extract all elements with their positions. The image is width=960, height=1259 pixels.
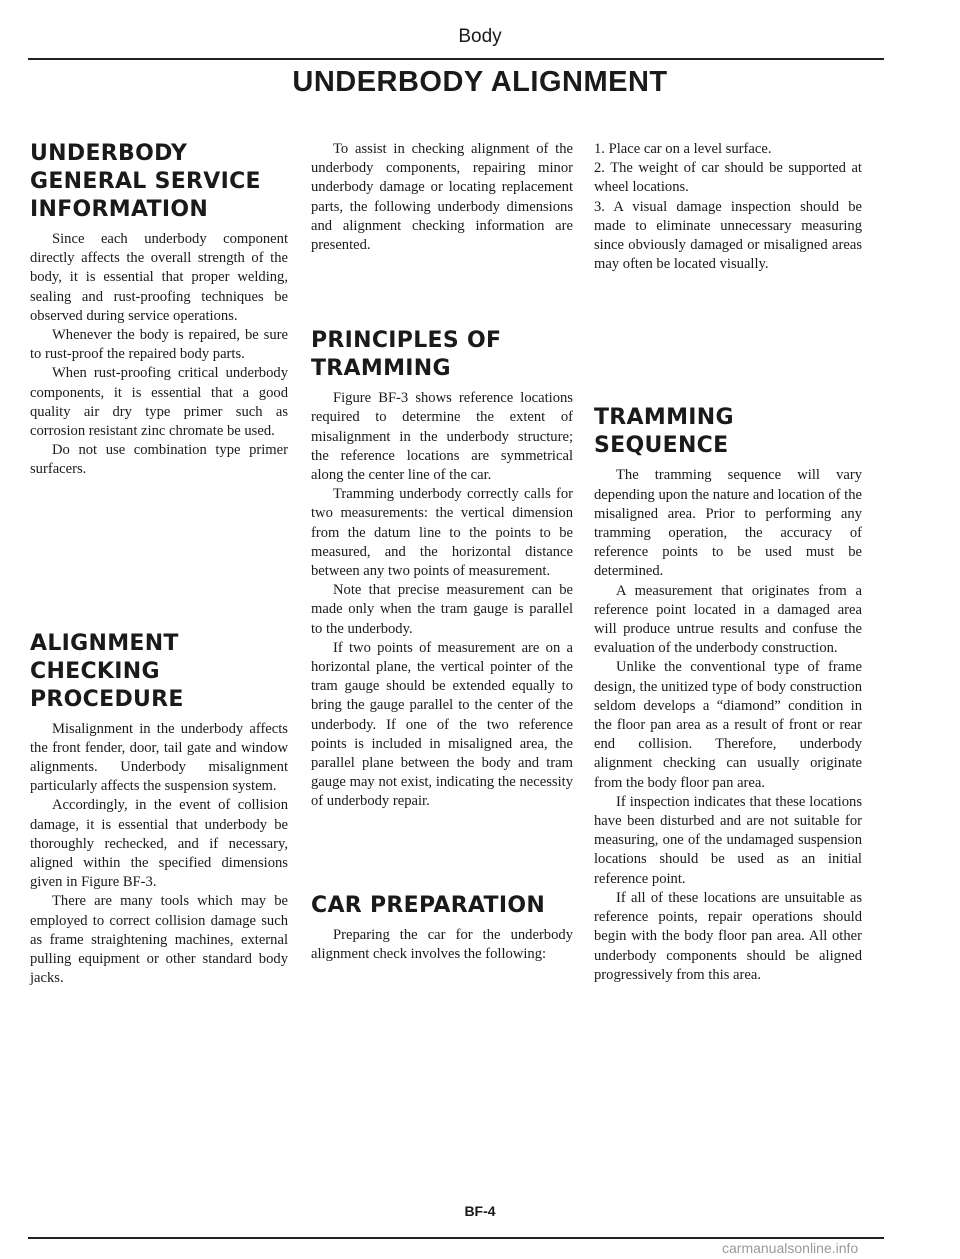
section-heading-tramming-sequence: TRAMMING SEQUENCE [594,405,734,459]
footer-rule [28,1237,884,1239]
paragraph: If inspection indicates that these locations have been disturbed and are not suitable for measuring, one of the undamaged suspension locations should be used as an initial reference point. [594,793,862,887]
paragraph: If two points of measurement are on a horizontal plane, the vertical pointer of the tram gauge should be extended equally to bring the gauge parallel to the center of the underbody. If one of the two reference points is included in misaligned area, the parallel plane between the body and tram gauge may not exist, indicating the necessity of underbody repair. [311,639,573,810]
list-item: 3. A visual damage inspection should be made to eliminate unnecessary measuring since obviously damaged or misaligned areas may often be located visually. [594,198,862,273]
paragraph: There are many tools which may be employed to correct collision damage such as frame straightening machines, external pulling equipment or other standard body jacks. [30,893,288,987]
column-left [30,140,288,988]
watermark: carmanualsonline.info [722,1240,859,1256]
paragraph: To assist in checking alignment of the underbody components, repairing minor underbody damage or locating replacement parts, the following underbody dimensions and alignment checking information are presented. [311,141,573,254]
list-item: 1. Place car on a level surface. [594,141,772,157]
paragraph: Note that precise measurement can be made only when the tram gauge is parallel to the underbody. [311,582,573,637]
column-middle [311,140,573,964]
paragraph: Unlike the conventional type of frame design, the unitized type of body construction seldom develops a “diamond” condition in the floor pan area as a result of front or rear end collision. Therefore, underbody alignment checking can usually originate from the body floor pan area. [594,659,862,791]
running-header: Body [458,26,502,47]
preparation-steps [594,140,862,274]
header-rule [28,58,884,60]
paragraph: Whenever the body is repaired, be sure to rust-proof the repaired body parts. [30,327,288,363]
paragraph: The tramming sequence will vary depending upon the nature and location of the misaligned area. Prior to performing any tramming operation, the accuracy of reference points to be used must be determined. [594,467,862,580]
section-heading-general-service: UNDERBODY GENERAL SERVICE INFORMATION [30,141,261,222]
list-item: 2. The weight of car should be supported at wheel locations. [594,160,862,196]
paragraph: Do not use combination type primer surfacers. [30,442,288,478]
paragraph: If all of these locations are unsuitable as reference points, repair operations should begin with the body floor pan area. All other underbody components should be aligned progressively from this area. [594,889,862,983]
paragraph: Tramming underbody correctly calls for two measurements: the vertical dimension from the datum line to the points to be measured, and the horizontal distance between any two points of measurement. [311,486,573,580]
page-title: UNDERBODY ALIGNMENT [292,66,668,98]
column-right [594,140,862,985]
paragraph: Misalignment in the underbody affects the front fender, door, tail gate and window alignments. Underbody misalignment particularly affects the suspension system. [30,720,288,795]
paragraph: Accordingly, in the event of collision damage, it is essential that underbody be thoroughly rechecked, and if necessary, aligned within the specified dimensions given in Figure BF-3. [30,797,288,891]
section-heading-car-preparation: CAR PREPARATION [311,892,546,918]
paragraph: Preparing the car for the underbody alignment check involves the following: [311,926,573,962]
paragraph: Since each underbody component directly affects the overall strength of the body, it is essential that proper welding, sealing and rust-proofing techniques be observed during service operations. [30,231,288,324]
page-number: BF-4 [464,1203,496,1219]
paragraph: Figure BF-3 shows reference locations required to determine the extent of misalignment in the underbody structure; the reference locations are symmetrical along the center line of the car. [311,390,573,484]
paragraph: When rust-proofing critical underbody components, it is essential that a good quality air dry type primer such as corrosion resistant zinc chromate be used. [30,365,288,440]
section-heading-alignment-checking: ALIGNMENT CHECKING PROCEDURE [30,630,184,712]
section-heading-tramming-principles: PRINCIPLES OF TRAMMING [311,328,502,382]
paragraph: A measurement that originates from a reference point located in a damaged area will produce untrue results and confuse the evaluation of the underbody construction. [594,582,862,657]
